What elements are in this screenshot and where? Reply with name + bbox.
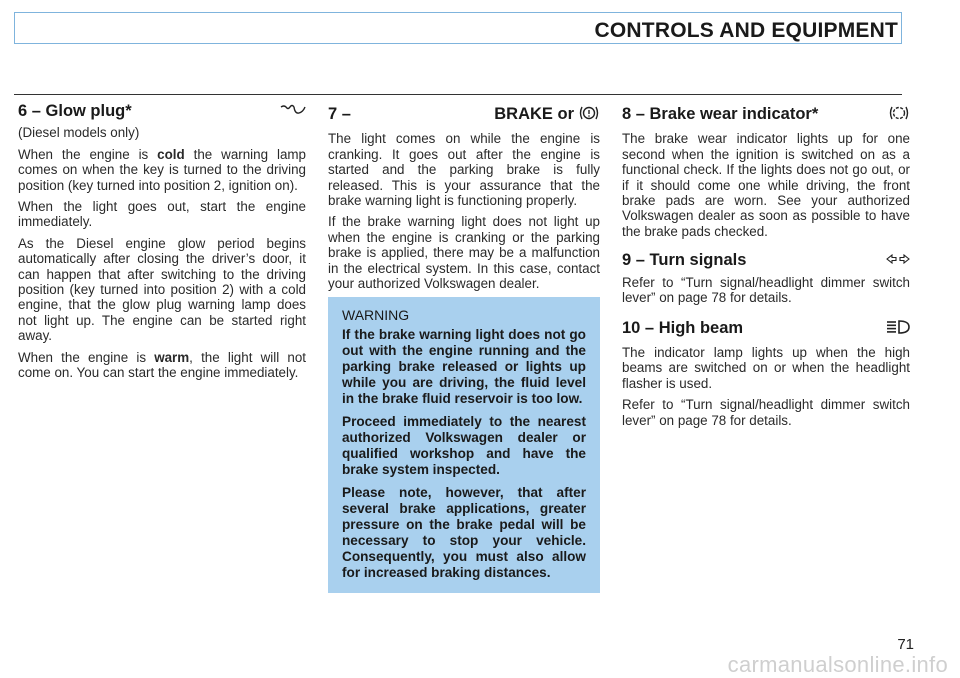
header-rule: [14, 94, 902, 95]
warning-paragraph: Proceed immediately to the nearest authorized Volkswagen dealer or qualified workshop and have the brake system inspected.: [342, 414, 586, 478]
turn-arrows-icon: [886, 253, 910, 268]
heading-text: BRAKE or: [494, 105, 574, 123]
brake-wear-icon: [888, 104, 910, 125]
paragraph: When the engine is warm, the light will not come on. You can start the engine immediately.: [18, 349, 306, 381]
paragraph: The indicator lamp lights up when the high beams are switched on or when the headlight flasher is used.: [622, 344, 910, 391]
warning-title: WARNING: [342, 307, 410, 324]
brake-circle-icon: [578, 104, 600, 125]
high-beam-icon: [886, 319, 910, 338]
warning-paragraph: Please note, however, that after several brake applications, greater pressure on the brake pedal will be necessary to stop your vehicle. Consequently, you must also allow for increased braking distances.: [342, 485, 586, 581]
column-indicators: [622, 104, 910, 434]
page-title: CONTROLS AND EQUIPMENT: [594, 19, 898, 42]
watermark: carmanualsonline.info: [727, 652, 948, 677]
warning-paragraph: If the brake warning light does not go out with the engine running and the parking brake released or lights up while you are driving, the fluid level in the brake fluid reservoir is too low.: [342, 327, 586, 407]
paragraph: When the light goes out, start the engine immediately.: [18, 199, 306, 230]
warning-box: [328, 297, 600, 593]
paragraph: When the engine is cold the warning lamp comes on when the key is turned to the driving position (key turned into position 2, ignition on).: [18, 146, 306, 193]
section-heading-high-beam: [622, 319, 910, 338]
section-heading-glow-plug: [18, 104, 306, 119]
paragraph: The brake wear indicator lights up for one second when the ignition is switched on as a functional check. If the lights does not go out, or if it should come one while driving, the front brake pads are worn. See your authorized Volkswagen dealer as soon as possible to have the brake pads checked.: [622, 131, 910, 239]
page-number: 71: [897, 636, 914, 653]
paragraph: Refer to “Turn signal/headlight dimmer switch lever” on page 78 for details.: [622, 397, 910, 428]
column-brake: [328, 104, 600, 593]
heading-text: 6 – Glow plug*: [18, 102, 132, 120]
glow-plug-icon: [280, 104, 306, 119]
section-heading-brake: [328, 104, 600, 125]
paragraph: The light comes on while the engine is cranking. It goes out after the engine is started and the parking brake is fully released. This is your assurance that the brake warning light is functioning properly.: [328, 131, 600, 209]
heading-text: 9 – Turn signals: [622, 251, 747, 270]
paragraph: As the Diesel engine glow period begins automatically after closing the driver’s door, it can happen that after switching to the driving position (key turned into position 2) with a cold engine, that the glow plug warning lamp does not light up. The engine can be started right away.: [18, 235, 306, 344]
paragraph: If the brake warning light does not light up when the engine is cranking or the parking brake is applied, there may be a malfunction in the electrical system. In this case, contact your authorized Volkswagen dealer.: [328, 214, 600, 292]
paragraph: Refer to “Turn signal/headlight dimmer switch lever” on page 78 for details.: [622, 274, 910, 306]
heading-text: 8 – Brake wear indicator*: [622, 105, 819, 123]
section-heading-turn-signals: [622, 253, 910, 268]
section-heading-brake-wear: [622, 104, 910, 125]
heading-text: 10 – High beam: [622, 319, 744, 338]
column-glow-plug: [18, 104, 306, 387]
heading-number: 7 –: [328, 105, 351, 123]
paragraph: (Diesel models only): [18, 125, 140, 141]
